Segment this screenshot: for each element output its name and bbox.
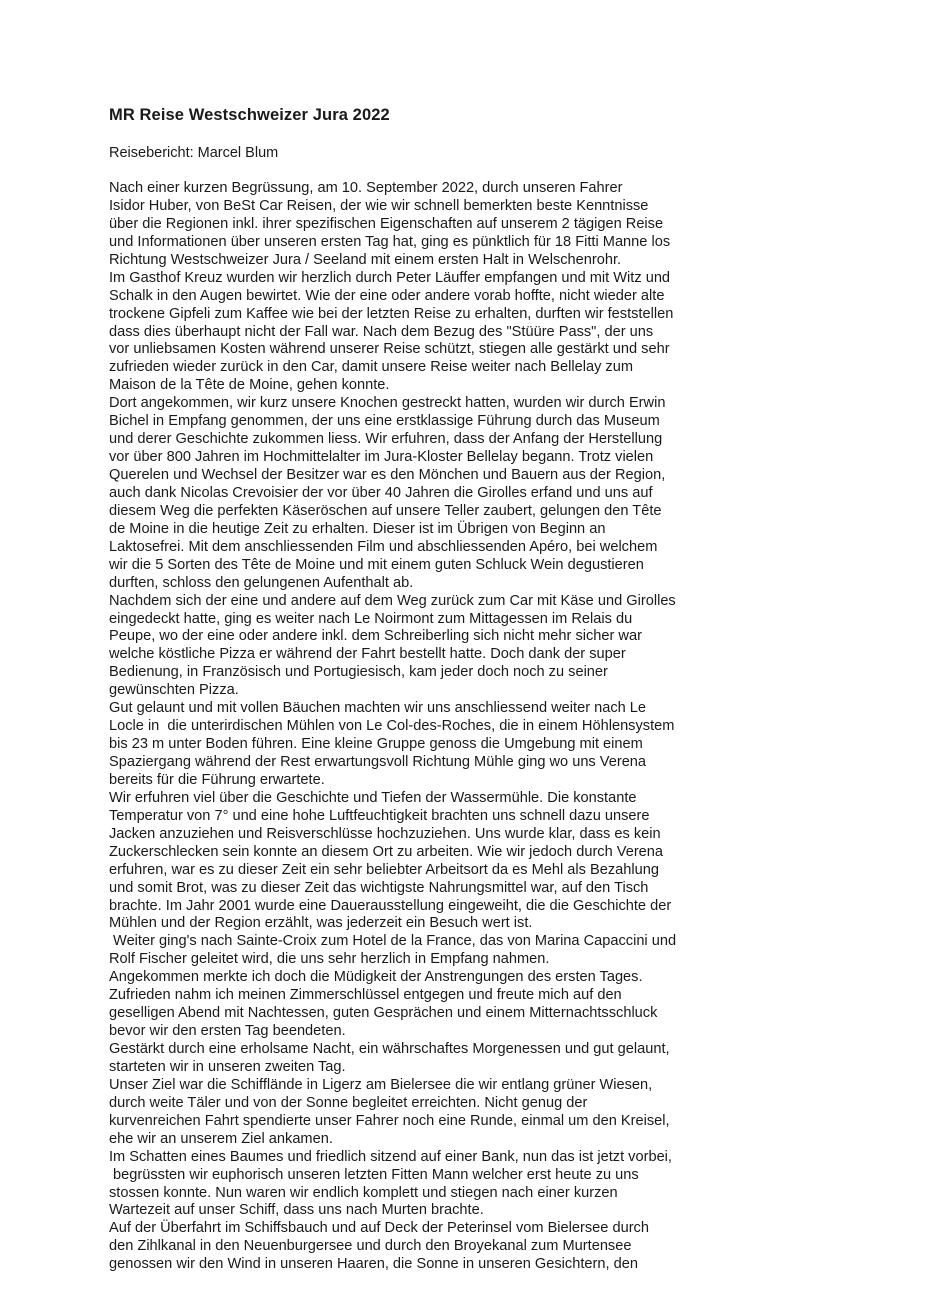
- body-line: Gut gelaunt und mit vollen Bäuchen machten wir uns anschliessend weiter nach Le: [109, 700, 647, 717]
- body-line: und derer Geschichte zukommen liess. Wir erfuhren, dass der Anfang der Herstellung: [109, 431, 663, 448]
- body-line: durften, schloss den gelungenen Aufenthalt ab.: [109, 574, 414, 591]
- body-line: wir die 5 Sorten des Tête de Moine und mit einem guten Schluck Wein degustieren: [109, 556, 644, 573]
- body-line: über die Regionen inkl. ihrer spezifischen Eigenschaften auf unserem 2 tägigen Reise: [109, 215, 664, 232]
- body-line: Nach einer kurzen Begrüssung, am 10. September 2022, durch unseren Fahrer: [109, 180, 623, 196]
- document-title: MR Reise Westschweizer Jura 2022: [109, 106, 390, 124]
- body-line: Schalk in den Augen bewirtet. Wie der eine oder andere vorab hoffte, nicht wieder alte: [109, 287, 665, 304]
- body-line: Angekommen merkte ich doch die Müdigkeit der Anstrengungen des ersten Tages.: [109, 969, 643, 986]
- body-line: den Zihlkanal in den Neuenburgersee und durch den Broyekanal zum Murtensee: [109, 1238, 632, 1255]
- body-line: bevor wir den ersten Tag beendeten.: [109, 1023, 346, 1040]
- body-line: Bedienung, in Französisch und Portugiesisch, kam jeder doch noch zu seiner: [109, 664, 608, 681]
- body-line: de Moine in die heutige Zeit zu erhalten. Dieser ist im Übrigen von Beginn an: [109, 520, 606, 537]
- body-line: Dort angekommen, wir kurz unsere Knochen gestreckt hatten, wurden wir durch Erwin: [109, 395, 666, 412]
- body-line: Zufrieden nahm ich meinen Zimmerschlüssel entgegen und freute mich auf den: [109, 987, 622, 1004]
- body-line: Nachdem sich der eine und andere auf dem Weg zurück zum Car mit Käse und Girolles: [109, 592, 676, 609]
- body-line: trockene Gipfeli zum Kaffee wie bei der letzten Reise zu erhalten, durften wir feststellen: [109, 305, 674, 322]
- body-line: Wartezeit auf unser Schiff, dass uns nach Murten brachte.: [109, 1202, 484, 1219]
- body-line: Bichel in Empfang genommen, der uns eine erstklassige Führung durch das Museum: [109, 413, 660, 430]
- body-line: Gestärkt durch eine erholsame Nacht, ein währschaftes Morgenessen und gut gelaunt,: [109, 1041, 670, 1057]
- body-line: ehe wir an unserem Ziel ankamen.: [109, 1130, 333, 1147]
- body-line: bis 23 m unter Boden führen. Eine kleine Gruppe genoss die Umgebung mit einem: [109, 736, 643, 753]
- body-line: geselligen Abend mit Nachtessen, guten Gesprächen und einem Mitternachtsschluck: [109, 1005, 658, 1022]
- body-line: kurvenreichen Fahrt spendierte unser Fahrer noch eine Runde, einmal um den Kreisel,: [109, 1112, 670, 1129]
- body-line: Wir erfuhren viel über die Geschichte und Tiefen der Wassermühle. Die konstante: [109, 789, 637, 806]
- body-line: eingedeckt hatte, ging es weiter nach Le Noirmont zum Mittagessen im Relais du: [109, 610, 633, 627]
- body-line: Zuckerschlecken sein konnte an diesem Ort zu arbeiten. Wie wir jedoch durch Verena: [109, 843, 664, 860]
- body-line: Unser Ziel war die Schiffländе in Ligerz am Bielersee die wir entlang grüner Wiesen,: [109, 1076, 653, 1093]
- body-line: Rolf Fischer geleitet wird, die uns sehr herzlich in Empfang nahmen.: [109, 951, 550, 968]
- body-line: Im Schatten eines Baumes und friedlich sitzend auf einer Bank, nun das ist jetzt vorbei,: [109, 1148, 672, 1165]
- author-line: Reisebericht: Marcel Blum: [109, 145, 279, 161]
- body-line: genossen wir den Wind in unseren Haaren, die Sonne in unseren Gesichtern, den: [109, 1256, 638, 1273]
- body-line: Temperatur von 7° und eine hohe Luftfeuchtigkeit brachten uns schnell dazu unsere: [109, 807, 650, 824]
- body-line: gewünschten Pizza.: [109, 682, 239, 699]
- body-line: und somit Brot, was zu dieser Zeit das wichtigste Nahrungsmittel war, auf den Tisch: [109, 879, 649, 896]
- body-line: Querelen und Wechsel der Besitzer war es den Mönchen und Bauern aus der Region,: [109, 467, 666, 483]
- body-line: Im Gasthof Kreuz wurden wir herzlich durch Peter Läuffer empfangen und mit Witz und: [109, 269, 671, 286]
- body-line: erfuhren, war es zu dieser Zeit ein sehr beliebter Arbeitsort da es Mehl als Bezahlung: [109, 861, 659, 878]
- body-line: Weiter ging's nach Sainte-Croix zum Hotel de la France, das von Marina Capaccini und: [109, 933, 677, 950]
- body-line: brachte. Im Jahr 2001 wurde eine Dauerausstellung eingeweiht, die die Geschichte der: [109, 897, 672, 914]
- body-line: auch dank Nicolas Crevoisier der vor über 40 Jahren die Girolles erfand und uns auf: [109, 484, 653, 501]
- body-line: dass dies überhaupt nicht der Fall war. Nach dem Bezug des "Stüüre Pass", der uns: [109, 323, 654, 340]
- body-line: begrüssten wir euphorisch unseren letzten Fitten Mann welcher erst heute zu uns: [109, 1166, 639, 1183]
- body-line: und Informationen über unseren ersten Tag hat, ging es pünktlich für 18 Fitti Manne los: [109, 233, 671, 250]
- body-line: Jacken anzuziehen und Reisverschlüsse hochzuziehen. Uns wurde klar, dass es kein: [109, 825, 661, 842]
- body-line: Locle in die unterirdischen Mühlen von Le Col-des-Roches, die in einem Höhlensystem: [109, 718, 675, 735]
- body-line: stossen konnte. Nun waren wir endlich komplett und stiegen nach einer kurzen: [109, 1184, 618, 1201]
- body-line: Mühlen und der Region erzählt, was jederzeit ein Besuch wert ist.: [109, 915, 533, 932]
- body-line: starteten wir in unseren zweiten Tag.: [109, 1058, 346, 1075]
- body-line: Laktosefrei. Mit dem anschliessenden Film und abschliessenden Apéro, bei welchem: [109, 538, 658, 555]
- body-line: diesem Weg die perfekten Käseröschen auf unsere Teller zaubert, gelungen den Tête: [109, 502, 662, 519]
- body-line: Maison de la Tête de Moine, gehen konnte.: [109, 377, 390, 394]
- body-line: welche köstliche Pizza er während der Fahrt bestellt hatte. Doch dank der super: [109, 646, 626, 663]
- body-line: Spaziergang während der Rest erwartungsvoll Richtung Mühle ging wo uns Verena: [109, 754, 647, 770]
- body-line: Auf der Überfahrt im Schiffsbauch und auf Deck der Peterinsel vom Bielersee durch: [109, 1220, 649, 1237]
- body-line: durch weite Täler und von der Sonne begleitet erreichten. Nicht genug der: [109, 1094, 588, 1111]
- body-line: bereits für die Führung erwartete.: [109, 771, 325, 788]
- body-line: Isidor Huber, von BeSt Car Reisen, der wie wir schnell bemerkten beste Kenntnisse: [109, 197, 649, 214]
- report-body: [109, 180, 809, 1274]
- body-line: Richtung Westschweizer Jura / Seeland mit einem ersten Halt in Welschenrohr.: [109, 251, 622, 268]
- body-line: zufrieden wieder zurück in den Car, damit unsere Reise weiter nach Bellelay zum: [109, 359, 634, 376]
- body-line: vor unliebsamen Kosten während unserer Reise schützt, stiegen alle gestärkt und sehr: [109, 341, 670, 358]
- body-line: vor über 800 Jahren im Hochmittelalter im Jura-Kloster Bellelay begann. Trotz vielen: [109, 449, 654, 466]
- body-line: Peupe, wo der eine oder andere inkl. dem Schreiberling sich nicht mehr sicher war: [109, 628, 642, 645]
